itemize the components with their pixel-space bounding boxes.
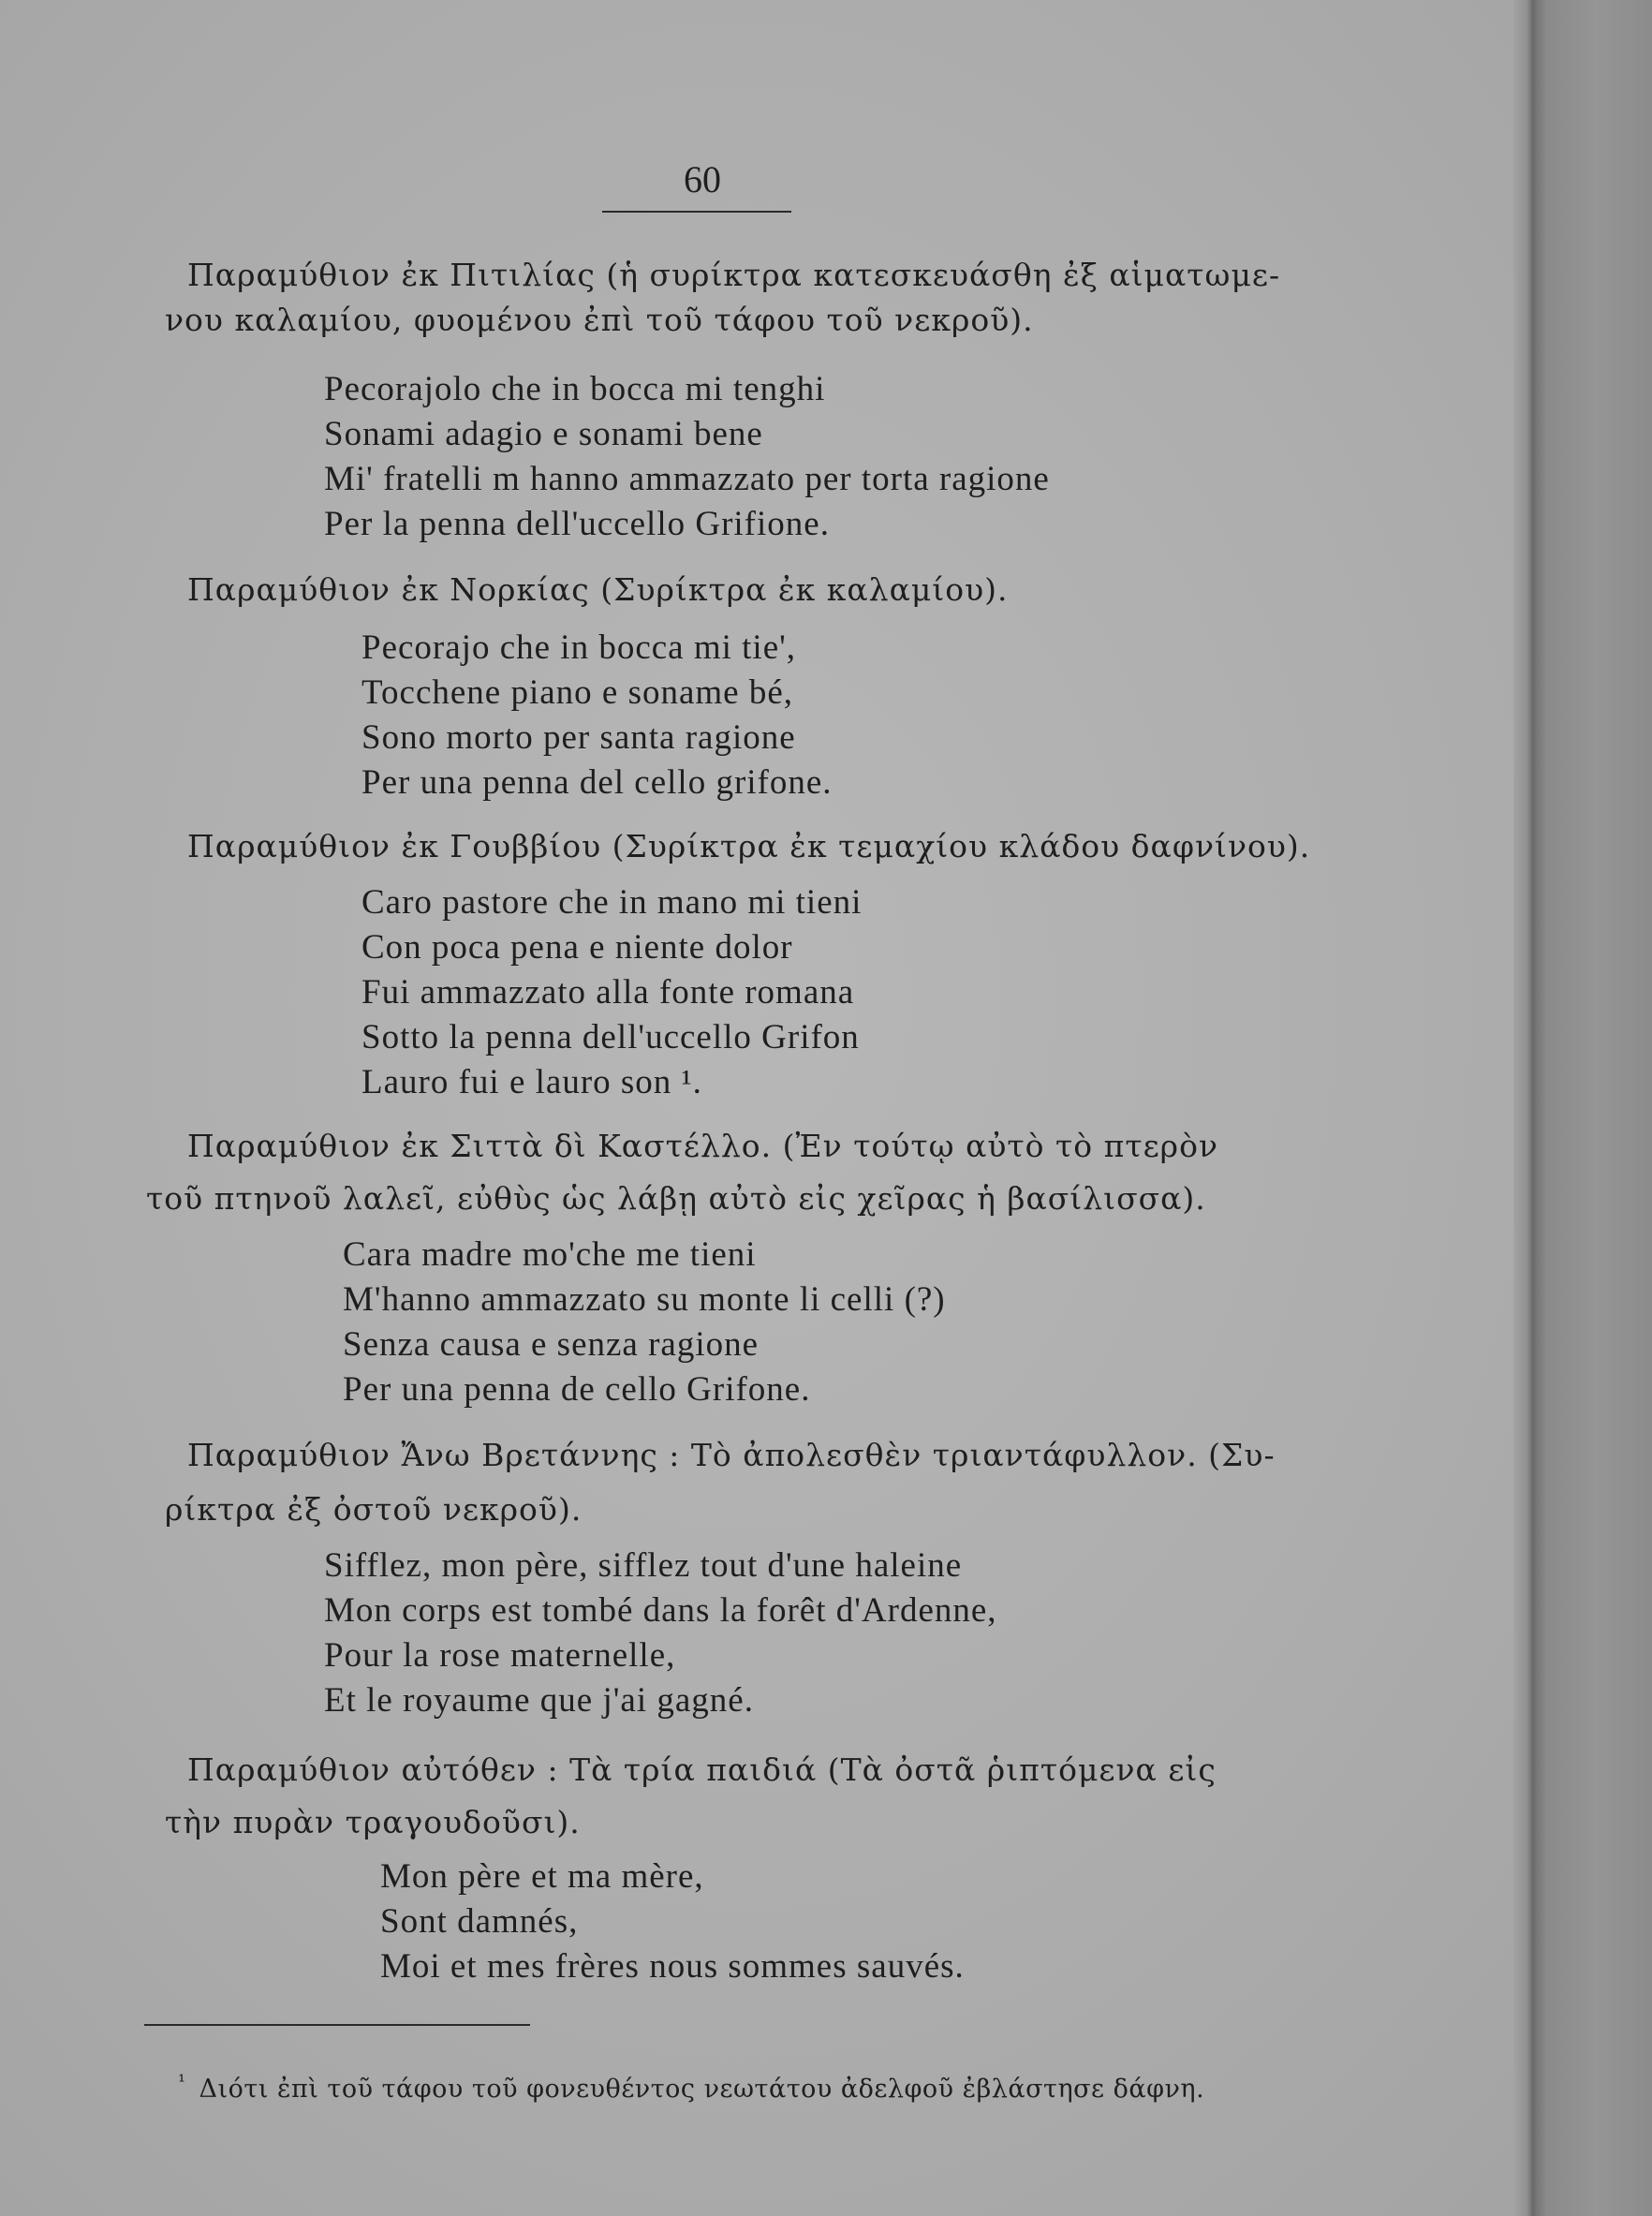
verse-line: Cara madre mo'che me tieni — [343, 1235, 757, 1274]
section-heading-line: ρίκτρα ἐξ ὀστοῦ νεκροῦ). — [165, 1491, 583, 1528]
verse-line: Per la penna dell'uccello Grifione. — [324, 505, 830, 543]
verse-line: Pecorajolo che in bocca mi tenghi — [324, 370, 826, 408]
verse-line: Sont damnés, — [380, 1902, 579, 1941]
verse-line: Mi' fratelli m hanno ammazzato per torta ragione — [324, 460, 1050, 498]
verse-line: Et le royaume que j'ai gagné. — [324, 1681, 754, 1720]
verse-line: Fui ammazzato alla fonte romana — [361, 973, 855, 1012]
footnote — [178, 2062, 1204, 2108]
verse-line: Sonami adagio e sonami bene — [324, 415, 763, 453]
page-number: 60 — [684, 158, 721, 200]
verse-line: Senza causa e senza ragione — [343, 1325, 760, 1364]
verse-line: Sifflez, mon père, sifflez tout d'une haleine — [324, 1546, 963, 1585]
page-binding-shadow — [1513, 0, 1652, 2216]
footnote-mark: ¹ — [178, 2070, 186, 2092]
section-heading-line: Παραμύθιον ἐκ Σιττὰ δὶ Καστέλλο. (Ἐν τούτῳ αὐτὸ τὸ πτερὸν — [187, 1128, 1219, 1164]
verse-line: Mon corps est tombé dans la forêt d'Ardenne, — [324, 1591, 997, 1630]
verse-line: M'hanno ammazzato su monte li celli (?) — [343, 1280, 946, 1319]
section-heading-line: Παραμύθιον ἐκ Πιτιλίας (ἡ συρίκτρα κατεσκευάσθη ἐξ αἱματωμε- — [187, 257, 1281, 293]
verse-line: Pour la rose maternelle, — [324, 1636, 676, 1675]
verse-line: Mon père et ma mère, — [380, 1857, 704, 1896]
verse-line: Moi et mes frères nous sommes sauvés. — [380, 1947, 965, 1986]
section-heading-line: νου καλαμίου, φυομένου ἐπὶ τοῦ τάφου τοῦ νεκροῦ). — [165, 302, 1034, 338]
verse-line: Sono morto per santa ragione — [361, 718, 796, 757]
verse-line: Sotto la penna dell'uccello Grifon — [361, 1018, 860, 1056]
section-heading-line: τοῦ πτηνοῦ λαλεῖ, εὐθὺς ὡς λάβῃ αὐτὸ εἰς χεῖρας ἡ βασίλισσα). — [146, 1180, 1206, 1217]
section-heading-line: Παραμύθιον ἐκ Γουββίου (Συρίκτρα ἐκ τεμαχίου κλάδου δαφνίνου). — [187, 828, 1311, 864]
verse-line: Lauro fui e lauro son ¹. — [361, 1063, 702, 1101]
section-heading-line: Παραμύθιον Ἄνω Βρετάννης : Τὸ ἀπολεσθὲν τριαντάφυλλον. (Συ- — [187, 1437, 1276, 1473]
header-rule — [602, 211, 791, 213]
footnote-text: Διότι ἐπὶ τοῦ τάφου τοῦ φονευθέντος νεωτάτου ἀδελφοῦ ἐβλάστησε δάφνη. — [199, 2075, 1205, 2104]
verse-line: Per una penna de cello Grifone. — [343, 1370, 811, 1409]
section-heading-line: τὴν πυρὰν τραγουδοῦσι). — [165, 1804, 581, 1840]
verse-line: Con poca pena e niente dolor — [361, 928, 793, 967]
section-heading-line: Παραμύθιον ἐκ Νορκίας (Συρίκτρα ἐκ καλαμίου). — [187, 571, 1009, 608]
section-heading-line: Παραμύθιον αὐτόθεν : Τὰ τρία παιδιά (Τὰ ὀστᾶ ῥιπτόμενα εἰς — [187, 1751, 1217, 1788]
verse-line: Per una penna del cello grifone. — [361, 763, 833, 802]
verse-line: Pecorajo che in bocca mi tie', — [361, 628, 797, 667]
verse-line: Caro pastore che in mano mi tieni — [361, 883, 863, 922]
verse-line: Tocchene piano e soname bé, — [361, 673, 794, 712]
footnote-rule — [144, 2024, 530, 2026]
